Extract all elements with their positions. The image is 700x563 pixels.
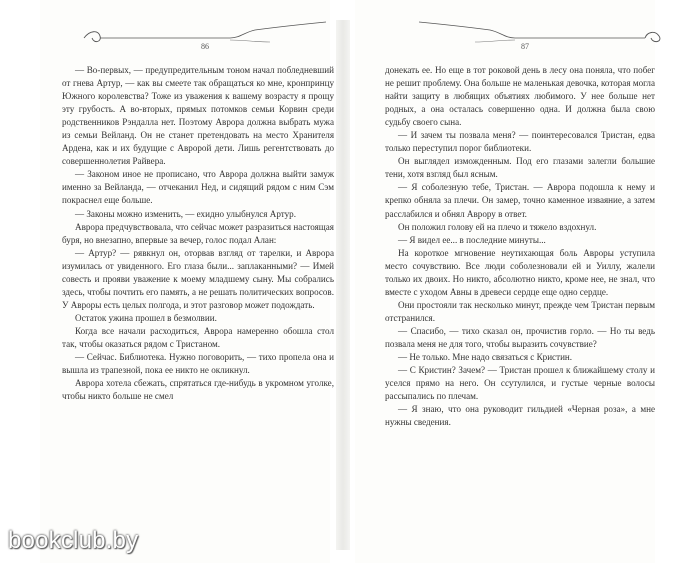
page-number: 86 xyxy=(201,42,209,51)
paragraph: — Я видел ее... в последние минуты... xyxy=(398,234,546,245)
paragraph: — Артур? — рявкнул он, оторвав взгляд от тарелки, и Аврора изумилась от увиденного. Его глаза были... заплаканными? — Имей совесть и прояви уважение к моему младшему сыну. Мы собрались здесь, чтобы почтить его память, а не решать политических вопросов. У Авроры есть целых полгода, и этот разговор может подождать. xyxy=(62,247,334,310)
paragraph: Остаток ужина прошел в безмолвии. xyxy=(75,312,217,323)
page-body xyxy=(62,64,334,403)
paragraph: На короткое мгновение неутихающая боль Авроры уступила место сочувствию. Все люди соболезновали ей и Уиллу, жалели только их двоих. Но никто, абсолютно никто, кроме нее, не знал, что вместе с уходом Авны в древеси сердце еще одно сердце. xyxy=(385,247,655,297)
paragraph: — Законы можно изменить, — ехидно улыбнулся Артур. xyxy=(75,208,296,219)
paragraph: — Я знаю, что она руководит гильдией «Черная роза», а мне нужны сведения. xyxy=(385,404,655,428)
page-gutter xyxy=(336,20,350,550)
paragraph: Он положил голову ей на плечо и тяжело вздохнул. xyxy=(398,221,597,232)
paragraph: — Во-первых, — предупредительным тоном начал побледневший от гнева Артур, — как вы смеете так обращаться ко мне, кронпринцу Южного королевства? Тоже из уважения к вашему возрасту я прощу эту грубость. А во-вторых, прямых потомков семьи Корвин среди родственников Рэндалла нет. Поэтому Аврора должна выбрать мужа из семьи Вейланд. Он не станет претендовать на место Хранителя Ардена, как и их будущие с Авророй дети. Лишь регентствовать до совершеннолетия Райвера. xyxy=(62,65,334,167)
right-page xyxy=(355,0,655,563)
paragraph: Они простояли так несколько минут, прежде чем Тристан первым отстранился. xyxy=(385,299,655,323)
paragraph: — Я соболезную тебе, Тристан. — Аврора подошла к нему и крепко обняла за плечи. Он замер, точно каменное изваяние, а затем расслабился и обнял Аврору в ответ. xyxy=(385,182,655,219)
paragraph: донекать ее. Но еще в тот роковой день в лесу она поняла, что побег не решит проблему. Она больше не маленькая девочка, которая могла найти защиту в любящих объятиях любимого. У нее больше нет родных, а она осталась совершенно одна. И должна была свою судьбу своего сына. xyxy=(385,65,655,128)
paragraph: Он выглядел изможденным. Под его глазами залегли большие тени, хотя взгляд был ясным. xyxy=(385,156,655,180)
paragraph: — Сейчас. Библиотека. Нужно поговорить, — тихо пропела она и вышла из трапезной, пока ее никто не окликнул. xyxy=(62,352,334,376)
page-number: 87 xyxy=(521,42,529,51)
paragraph: — И зачем ты позвала меня? — поинтересовался Тристан, едва только переступил порог библиотеки. xyxy=(385,130,655,154)
paragraph: Когда все начали расходиться, Аврора намеренно обошла стол так, чтобы оказаться рядом с Тристаном. xyxy=(62,325,334,349)
paragraph: — Законом иное не прописано, что Аврора должна выйти замуж именно за Вейланда, — отчеканил Нед, и сидящий рядом с ним Сэм покраснел еще больше. xyxy=(62,169,334,206)
site-watermark: bookclub.by xyxy=(8,527,139,554)
paragraph: Аврора хотела сбежать, спрятаться где-нибудь в укромном уголке, чтобы никто больше не смел xyxy=(62,378,334,402)
page-body xyxy=(385,64,655,429)
paragraph: — Спасибо, — тихо сказал он, прочистив горло. — Но ты ведь позвала меня не для того, чтобы выразить сочувствие? xyxy=(385,325,655,349)
paragraph: — Не только. Мне надо связаться с Кристин. xyxy=(398,352,573,363)
paragraph: Аврора предчувствовала, что сейчас может разразиться настоящая буря, но внезапно, впервые за вечер, голос подал Алан: xyxy=(62,221,334,245)
left-page xyxy=(40,0,334,563)
paragraph: — С Кристин? Зачем? — Тристан прошел к ближайшему столу и уселся прямо на него. Он ссутулился, и густые черные волосы рассыпались по плечам. xyxy=(385,365,655,402)
